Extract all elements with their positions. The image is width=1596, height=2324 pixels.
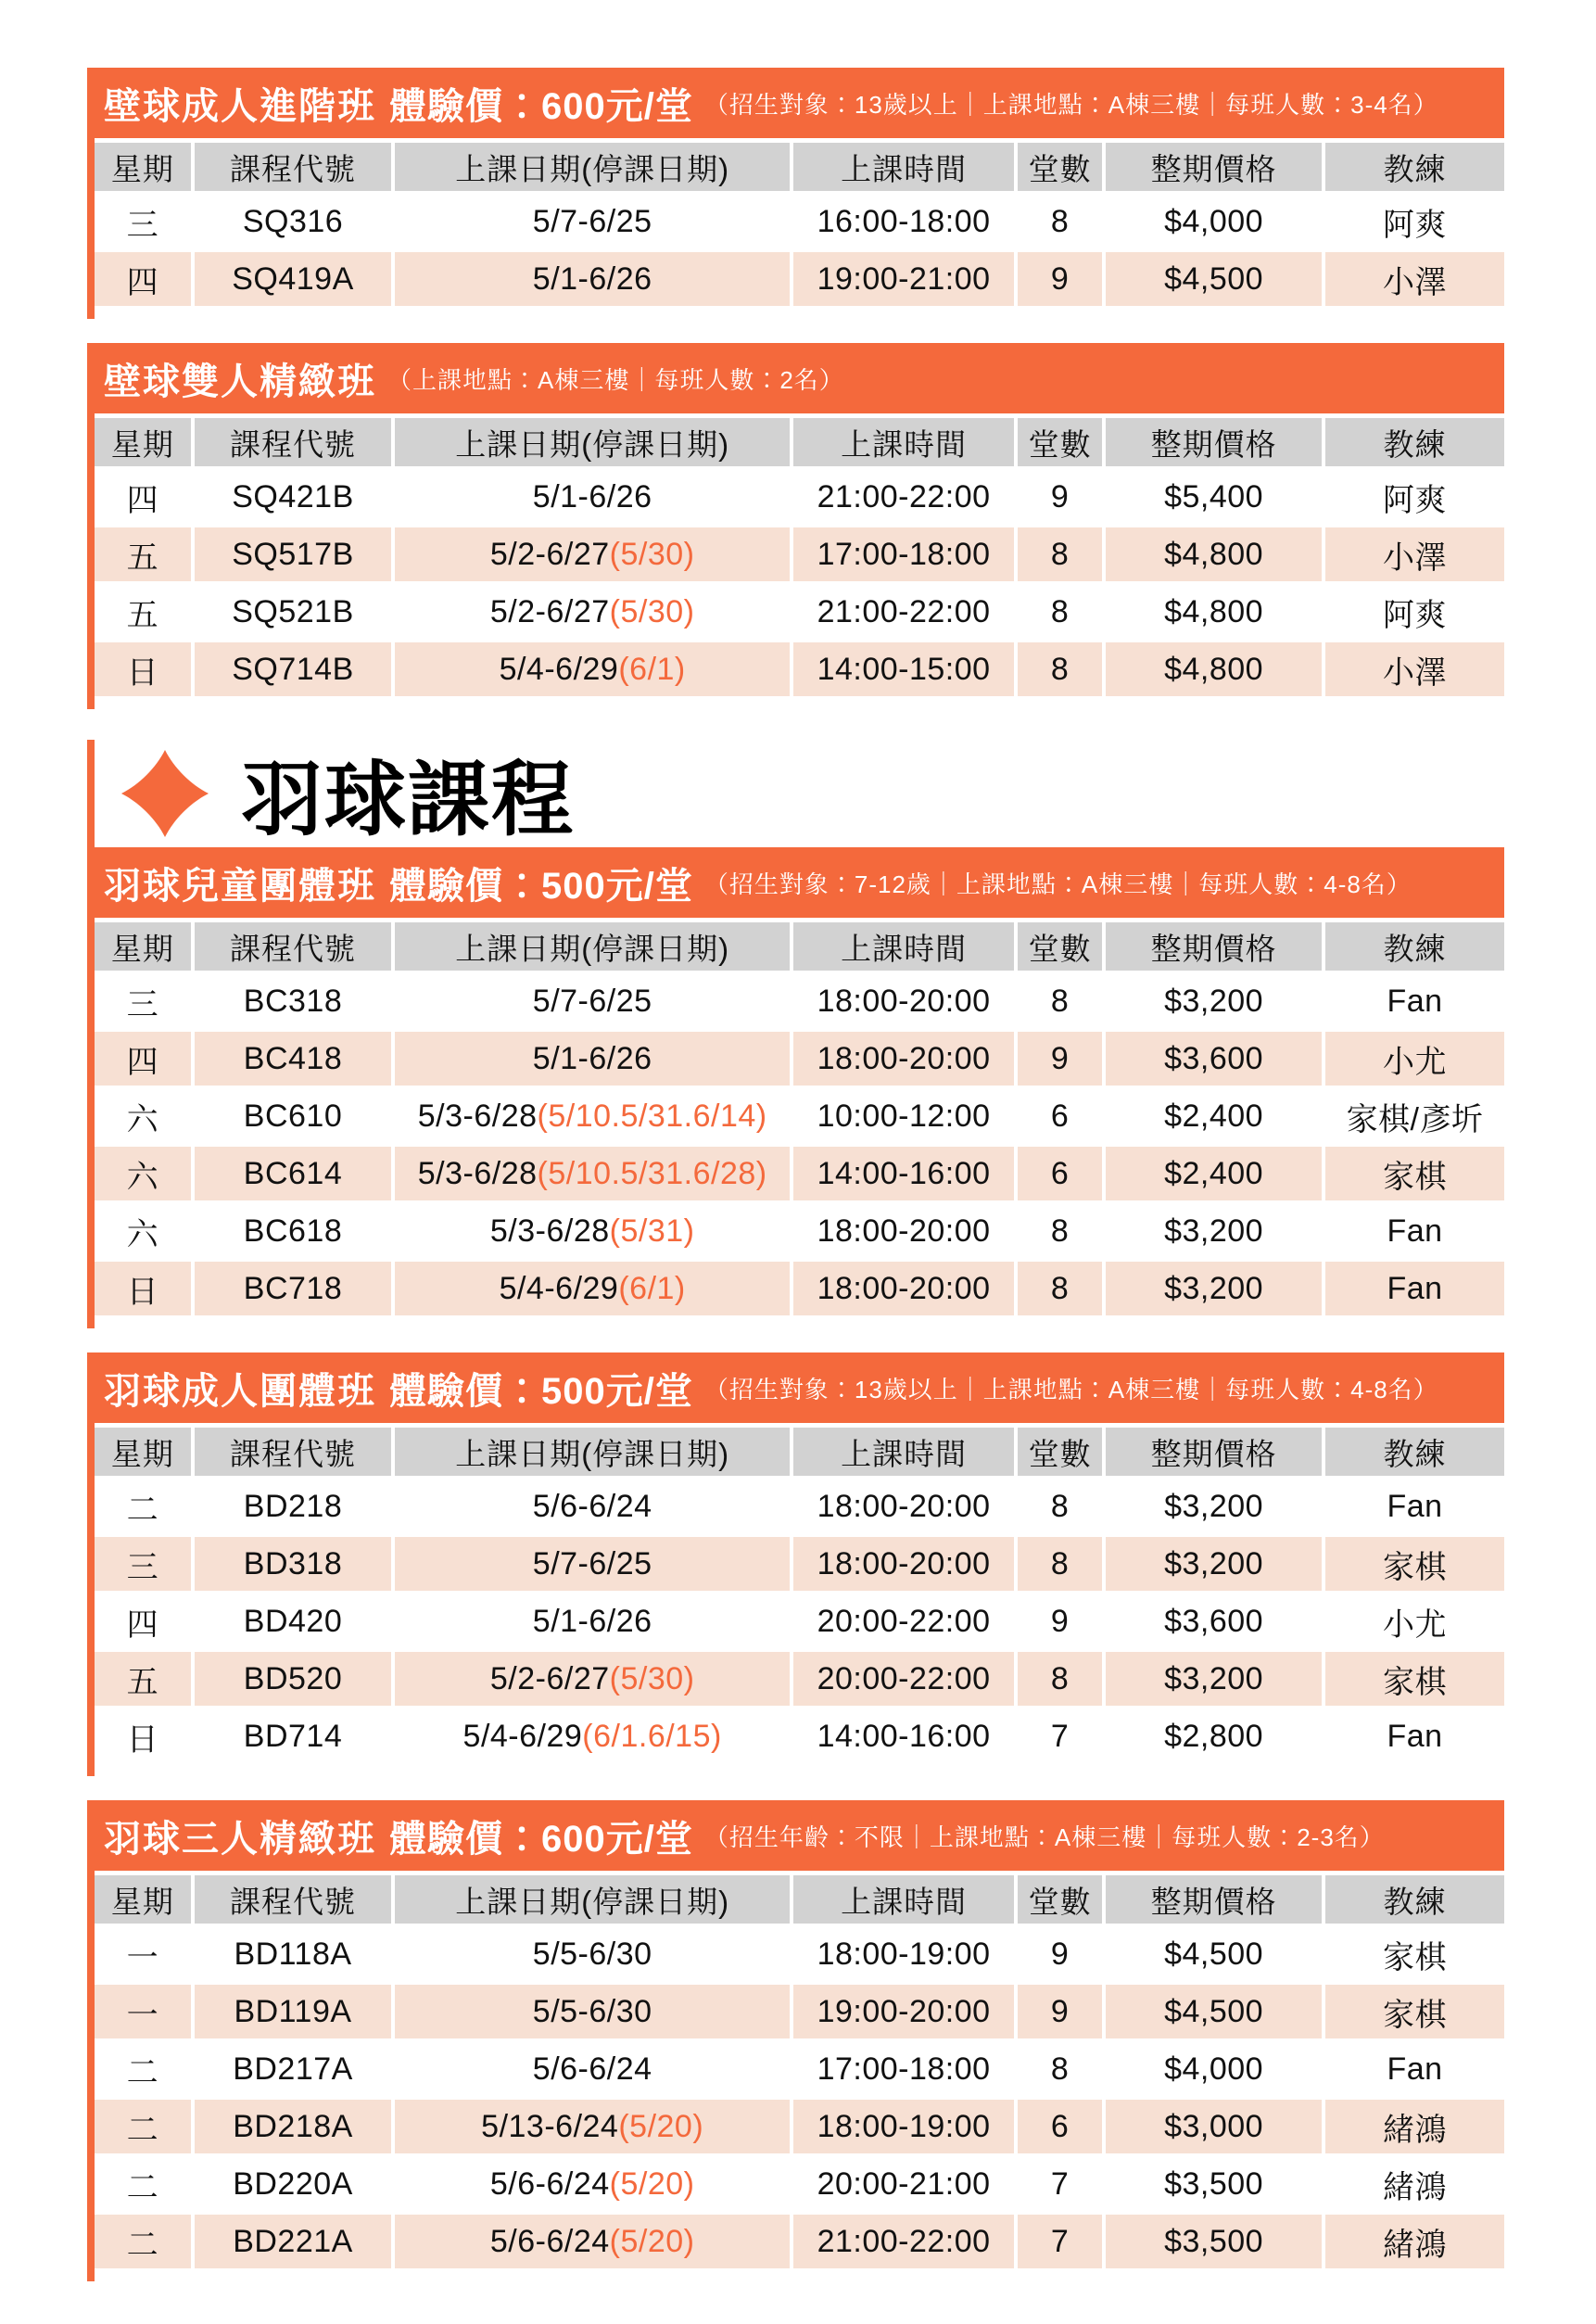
date-range: 5/3-6/28: [489, 1213, 610, 1249]
group-title-text: 羽球課程: [241, 754, 576, 845]
cell-date: [395, 527, 790, 581]
column-header: 教練: [1325, 418, 1504, 466]
section-trial-price: 體驗價：500元/堂: [389, 1370, 693, 1412]
cell-time: 17:00-18:00: [793, 527, 1014, 581]
date-range: 5/3-6/28: [417, 1098, 538, 1134]
cell-sessions: 9: [1018, 252, 1102, 306]
course-section-badminton-trio-premium: [87, 1800, 1504, 2281]
column-header: 整期價格: [1106, 1875, 1322, 1924]
cell-price: $3,000: [1106, 2100, 1322, 2153]
cell-coach: 家棋: [1325, 1147, 1504, 1200]
cell-price: $3,200: [1164, 1488, 1264, 1524]
cell-date: [395, 252, 790, 306]
cell-sessions: 8: [1050, 1213, 1070, 1249]
cell-sessions: 8: [1018, 1652, 1102, 1706]
cell-code: BC418: [195, 1032, 391, 1086]
cell-sessions: 8: [1018, 1262, 1102, 1315]
cell-price: $3,500: [1106, 2215, 1322, 2268]
stop-dates: (5/31): [609, 1213, 695, 1249]
cell-time: 21:00-22:00: [817, 593, 991, 629]
section-note: （招生對象：7-12歲｜上課地點：A棟三樓｜每班人數：4-8名）: [703, 870, 1412, 898]
squash-sections-container: [87, 68, 1504, 709]
cell-price: $3,200: [1106, 1262, 1322, 1315]
cell-date: [395, 2100, 790, 2153]
cell-coach: 小澤: [1325, 527, 1504, 581]
cell-day: 二: [126, 1492, 159, 1528]
date-range: 5/3-6/28: [417, 1155, 538, 1191]
date-range: 5/7-6/25: [532, 983, 652, 1019]
cell-date: [395, 1089, 790, 1143]
cell-date: [395, 1537, 790, 1591]
section-trial-price: 體驗價：600元/堂: [389, 85, 693, 127]
cell-date: [395, 2215, 790, 2268]
date-range: 5/4-6/29: [499, 1270, 619, 1306]
cell-coach: 家棋: [1325, 1985, 1504, 2038]
table-row: [95, 2100, 1504, 2153]
cell-sessions: 9: [1050, 1603, 1070, 1639]
section-header-bar: [87, 1352, 1504, 1423]
table-row: [95, 527, 1504, 581]
section-header-bar: [87, 343, 1504, 413]
cell-time: 21:00-22:00: [817, 478, 991, 514]
table-row: [95, 1032, 1504, 1086]
cell-coach: Fan: [1387, 1718, 1443, 1754]
cell-price: $4,800: [1164, 593, 1264, 629]
section-note: （上課地點：A棟三樓｜每班人數：2名）: [387, 365, 844, 394]
cell-sessions: 6: [1050, 1098, 1070, 1134]
column-header: 星期: [95, 143, 191, 191]
column-header: 堂數: [1018, 1875, 1102, 1924]
cell-code: BD119A: [195, 1985, 391, 2038]
table-header-row: [95, 922, 1504, 971]
stop-dates: (5/20): [618, 2108, 704, 2144]
cell-price: $3,200: [1164, 983, 1264, 1019]
table-row: [95, 1479, 1504, 1533]
date-range: 5/5-6/30: [532, 1993, 652, 2029]
table-header-row: [95, 1428, 1504, 1476]
cell-time: 21:00-22:00: [793, 2215, 1014, 2268]
cell-coach: 家棋: [1325, 1537, 1504, 1591]
cell-date: [395, 1262, 790, 1315]
table-row: [95, 1089, 1504, 1143]
section-note: （招生年齡：不限｜上課地點：A棟三樓｜每班人數：2-3名）: [703, 1822, 1385, 1851]
badminton-group-title: [87, 740, 1504, 847]
date-range: 5/2-6/27: [489, 536, 610, 572]
column-header: 上課日期(停課日期): [395, 1875, 790, 1924]
cell-coach: 家棋/彥圻: [1346, 1101, 1484, 1137]
cell-coach: 小澤: [1325, 642, 1504, 696]
table-row: [95, 1985, 1504, 2038]
cell-price: $2,800: [1164, 1718, 1264, 1754]
table-row: [95, 2157, 1504, 2211]
column-header: 堂數: [1018, 418, 1102, 466]
cell-sessions: 8: [1050, 1488, 1070, 1524]
table-body: [87, 1927, 1504, 2268]
stop-dates: (6/1): [618, 1270, 686, 1306]
cell-coach: Fan: [1387, 2051, 1443, 2087]
date-range: 5/1-6/26: [532, 1040, 652, 1076]
cell-time: 14:00-15:00: [793, 642, 1014, 696]
cell-sessions: 6: [1018, 1147, 1102, 1200]
cell-price: $4,500: [1106, 1985, 1322, 2038]
cell-time: 16:00-18:00: [817, 203, 991, 239]
cell-sessions: 7: [1018, 2215, 1102, 2268]
column-header: 星期: [95, 418, 191, 466]
column-header: 上課日期(停課日期): [395, 143, 790, 191]
stop-dates: (5/30): [609, 593, 695, 629]
section-title: 羽球兒童團體班: [104, 865, 376, 907]
table-row: [95, 585, 1504, 639]
cell-code: BD318: [195, 1537, 391, 1591]
date-range: 5/6-6/24: [489, 2223, 610, 2259]
cell-price: $2,400: [1106, 1147, 1322, 1200]
table-header-row: [95, 143, 1504, 191]
cell-sessions: 8: [1050, 983, 1070, 1019]
cell-day: 日: [126, 1721, 159, 1758]
column-header: 上課時間: [793, 922, 1014, 971]
date-range: 5/1-6/26: [532, 478, 652, 514]
date-range: 5/2-6/27: [489, 1660, 610, 1696]
cell-price: $4,800: [1106, 642, 1322, 696]
cell-day: 六: [126, 1101, 159, 1137]
cell-coach: 阿爽: [1383, 597, 1448, 633]
table-row: [95, 1594, 1504, 1648]
section-title: 壁球雙人精緻班: [104, 361, 376, 402]
cell-sessions: 8: [1018, 642, 1102, 696]
cell-time: 18:00-20:00: [817, 1488, 991, 1524]
section-title: 羽球三人精緻班: [104, 1818, 376, 1860]
column-header: 上課時間: [793, 418, 1014, 466]
stop-dates: (6/1): [618, 651, 686, 687]
cell-price: $2,400: [1164, 1098, 1264, 1134]
course-section-squash-pair-premium: [87, 343, 1504, 709]
cell-sessions: 9: [1050, 1936, 1070, 1972]
cell-coach: 小澤: [1325, 252, 1504, 306]
column-header: 上課時間: [793, 143, 1014, 191]
cell-price: $4,000: [1164, 2051, 1264, 2087]
cell-price: $3,500: [1164, 2165, 1264, 2202]
cell-day: 四: [126, 482, 159, 518]
cell-date: [395, 1985, 790, 2038]
cell-code: BD420: [243, 1603, 343, 1639]
column-header: 上課日期(停課日期): [395, 418, 790, 466]
cell-time: 18:00-20:00: [793, 1032, 1014, 1086]
table-body: [87, 1479, 1504, 1763]
table-row: [95, 1709, 1504, 1763]
cell-coach: 家棋: [1383, 1939, 1448, 1975]
section-trial-price: 體驗價：600元/堂: [389, 1818, 693, 1860]
cell-code: BC618: [243, 1213, 343, 1249]
stop-dates: (5/20): [609, 2223, 695, 2259]
cell-date: [395, 1652, 790, 1706]
cell-code: BD118A: [234, 1936, 352, 1972]
cell-time: 20:00-21:00: [817, 2165, 991, 2202]
table-row: [95, 2042, 1504, 2096]
cell-coach: Fan: [1387, 1213, 1443, 1249]
cell-coach: 小尤: [1325, 1032, 1504, 1086]
cell-coach: 阿爽: [1383, 207, 1448, 243]
section-trial-price: 體驗價：500元/堂: [389, 865, 693, 907]
cell-day: 三: [95, 1537, 191, 1591]
column-header: 整期價格: [1106, 1428, 1322, 1476]
cell-time: 18:00-20:00: [793, 1537, 1014, 1591]
column-header: 整期價格: [1106, 143, 1322, 191]
cell-sessions: 9: [1018, 1032, 1102, 1086]
date-range: 5/5-6/30: [532, 1936, 652, 1972]
column-header: 教練: [1325, 922, 1504, 971]
cell-code: SQ421B: [232, 478, 354, 514]
cell-code: BD221A: [195, 2215, 391, 2268]
cell-price: $3,600: [1106, 1032, 1322, 1086]
cell-sessions: 8: [1018, 527, 1102, 581]
cell-sessions: 8: [1050, 203, 1070, 239]
cell-time: 19:00-21:00: [793, 252, 1014, 306]
column-header: 堂數: [1018, 922, 1102, 971]
cell-code: SQ517B: [195, 527, 391, 581]
cell-code: SQ521B: [232, 593, 354, 629]
date-range: 5/6-6/24: [532, 2051, 652, 2087]
column-header: 課程代號: [195, 1875, 391, 1924]
cell-day: 四: [95, 1032, 191, 1086]
cell-day: 三: [126, 207, 159, 243]
cell-time: 18:00-19:00: [817, 1936, 991, 1972]
cell-date: [395, 2157, 790, 2211]
cell-date: [395, 1594, 790, 1648]
column-header: 上課日期(停課日期): [395, 922, 790, 971]
table-body: [87, 195, 1504, 306]
cell-date: [395, 470, 790, 524]
cell-code: BD217A: [233, 2051, 353, 2087]
date-range: 5/7-6/25: [532, 203, 652, 239]
table-row: [95, 974, 1504, 1028]
cell-coach: 小尤: [1383, 1606, 1448, 1643]
table-row: [95, 470, 1504, 524]
cell-date: [395, 1709, 790, 1763]
section-header-bar: [87, 68, 1504, 138]
cell-sessions: 7: [1050, 1718, 1070, 1754]
cell-coach: 緒鴻: [1325, 2100, 1504, 2153]
cell-day: 二: [95, 2215, 191, 2268]
cell-coach: 家棋: [1325, 1652, 1504, 1706]
cell-day: 五: [95, 527, 191, 581]
course-section-badminton-kids-group: [87, 847, 1504, 1328]
cell-time: 20:00-22:00: [793, 1652, 1014, 1706]
cell-day: 四: [126, 1606, 159, 1643]
date-range: 5/6-6/24: [532, 1488, 652, 1524]
column-header: 星期: [95, 1875, 191, 1924]
date-range: 5/4-6/29: [499, 651, 619, 687]
cell-price: $3,200: [1164, 1213, 1264, 1249]
cell-coach: 緒鴻: [1383, 2169, 1448, 2205]
column-header: 堂數: [1018, 143, 1102, 191]
table-row: [95, 1262, 1504, 1315]
stop-dates: (5/30): [609, 1660, 695, 1696]
cell-sessions: 8: [1050, 593, 1070, 629]
cell-day: 一: [126, 1939, 159, 1975]
cell-code: BD218A: [195, 2100, 391, 2153]
cell-coach: 緒鴻: [1325, 2215, 1504, 2268]
cell-price: $3,200: [1106, 1537, 1322, 1591]
badminton-sections-container: [87, 847, 1504, 2281]
cell-sessions: 8: [1050, 2051, 1070, 2087]
table-row: [95, 1927, 1504, 1981]
column-header: 上課時間: [793, 1875, 1014, 1924]
cell-time: 17:00-18:00: [817, 2051, 991, 2087]
stop-dates: (5/20): [609, 2165, 695, 2202]
table-header-row: [95, 418, 1504, 466]
cell-time: 18:00-19:00: [793, 2100, 1014, 2153]
column-header: 上課日期(停課日期): [395, 1428, 790, 1476]
cell-price: $3,200: [1106, 1652, 1322, 1706]
cell-day: 一: [95, 1985, 191, 2038]
column-header: 教練: [1325, 1428, 1504, 1476]
cell-sessions: 8: [1018, 1537, 1102, 1591]
cell-day: 二: [95, 2100, 191, 2153]
column-header: 教練: [1325, 143, 1504, 191]
table-body: [87, 470, 1504, 696]
cell-date: [395, 1204, 790, 1258]
stop-dates: (6/1.6/15): [582, 1718, 722, 1754]
cell-date: [395, 1032, 790, 1086]
column-header: 星期: [95, 1428, 191, 1476]
table-row: [95, 1204, 1504, 1258]
cell-date: [395, 642, 790, 696]
cell-time: 10:00-12:00: [817, 1098, 991, 1134]
column-header: 課程代號: [195, 1428, 391, 1476]
cell-time: 19:00-20:00: [793, 1985, 1014, 2038]
cell-code: BC614: [195, 1147, 391, 1200]
table-row: [95, 1537, 1504, 1591]
cell-code: BC718: [195, 1262, 391, 1315]
course-section-squash-adult-advanced: [87, 68, 1504, 319]
cell-date: [395, 1479, 790, 1533]
stop-dates: (5/30): [609, 536, 695, 572]
date-range: 5/1-6/26: [532, 1603, 652, 1639]
section-title: 壁球成人進階班: [104, 85, 376, 127]
table-row: [95, 2215, 1504, 2268]
cell-coach: Fan: [1325, 1262, 1504, 1315]
cell-day: 三: [126, 986, 159, 1022]
table-row: [95, 1147, 1504, 1200]
cell-time: 20:00-22:00: [817, 1603, 991, 1639]
table-header-row: [95, 1875, 1504, 1924]
cell-date: [395, 974, 790, 1028]
cell-time: 14:00-16:00: [817, 1718, 991, 1754]
cell-date: [395, 1927, 790, 1981]
diamond-icon: [120, 749, 209, 838]
cell-code: BD218: [243, 1488, 343, 1524]
column-header: 星期: [95, 922, 191, 971]
cell-time: 18:00-20:00: [793, 1262, 1014, 1315]
table-body: [87, 974, 1504, 1315]
section-header-bar: [87, 1800, 1504, 1871]
date-range: 5/13-6/24: [481, 2108, 619, 2144]
section-note: （招生對象：13歲以上｜上課地點：A棟三樓｜每班人數：4-8名）: [703, 1375, 1438, 1403]
stop-dates: (5/10.5/31.6/14): [537, 1098, 767, 1134]
cell-price: $4,800: [1106, 527, 1322, 581]
cell-day: 日: [95, 642, 191, 696]
section-title: 羽球成人團體班: [104, 1370, 376, 1412]
column-header: 堂數: [1018, 1428, 1102, 1476]
cell-day: 二: [126, 2054, 159, 2090]
cell-sessions: 7: [1050, 2165, 1070, 2202]
cell-date: [395, 2042, 790, 2096]
cell-code: SQ419A: [195, 252, 391, 306]
stop-dates: (5/10.5/31.6/28): [537, 1155, 767, 1191]
cell-coach: 阿爽: [1383, 482, 1448, 518]
cell-day: 二: [126, 2169, 159, 2205]
table-row: [95, 642, 1504, 696]
date-range: 5/7-6/25: [532, 1545, 652, 1581]
cell-price: $4,500: [1164, 1936, 1264, 1972]
cell-code: BD714: [243, 1718, 343, 1754]
cell-code: BC318: [243, 983, 343, 1019]
cell-code: SQ316: [242, 203, 344, 239]
column-header: 課程代號: [195, 418, 391, 466]
cell-code: SQ714B: [195, 642, 391, 696]
cell-sessions: 6: [1018, 2100, 1102, 2153]
column-header: 整期價格: [1106, 418, 1322, 466]
cell-day: 五: [95, 1652, 191, 1706]
date-range: 5/2-6/27: [489, 593, 610, 629]
cell-price: $4,000: [1164, 203, 1264, 239]
cell-day: 六: [95, 1147, 191, 1200]
cell-date: [395, 585, 790, 639]
cell-code: BD520: [195, 1652, 391, 1706]
date-range: 5/1-6/26: [532, 260, 652, 297]
cell-price: $5,400: [1164, 478, 1264, 514]
cell-sessions: 9: [1018, 1985, 1102, 2038]
section-note: （招生對象：13歲以上｜上課地點：A棟三樓｜每班人數：3-4名）: [703, 90, 1438, 119]
cell-date: [395, 1147, 790, 1200]
cell-code: BD220A: [233, 2165, 353, 2202]
cell-sessions: 9: [1050, 478, 1070, 514]
cell-coach: Fan: [1387, 1488, 1443, 1524]
cell-day: 六: [126, 1216, 159, 1252]
cell-day: 五: [126, 597, 159, 633]
cell-code: BC610: [243, 1098, 343, 1134]
cell-day: 四: [95, 252, 191, 306]
cell-price: $4,500: [1106, 252, 1322, 306]
column-header: 課程代號: [195, 143, 391, 191]
column-header: 上課時間: [793, 1428, 1014, 1476]
column-header: 教練: [1325, 1875, 1504, 1924]
date-range: 5/6-6/24: [489, 2165, 610, 2202]
cell-price: $3,600: [1164, 1603, 1264, 1639]
cell-time: 14:00-16:00: [793, 1147, 1014, 1200]
table-row: [95, 1652, 1504, 1706]
column-header: 整期價格: [1106, 922, 1322, 971]
table-row: [95, 252, 1504, 306]
column-header: 課程代號: [195, 922, 391, 971]
cell-time: 18:00-20:00: [817, 983, 991, 1019]
cell-day: 日: [95, 1262, 191, 1315]
date-range: 5/4-6/29: [462, 1718, 583, 1754]
table-row: [95, 195, 1504, 248]
cell-coach: Fan: [1387, 983, 1443, 1019]
cell-date: [395, 195, 790, 248]
course-section-badminton-adult-group: [87, 1352, 1504, 1776]
cell-time: 18:00-20:00: [817, 1213, 991, 1249]
section-header-bar: [87, 847, 1504, 918]
